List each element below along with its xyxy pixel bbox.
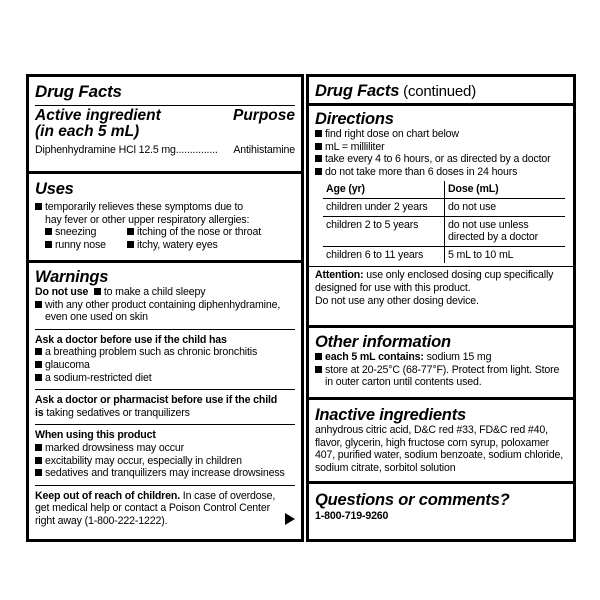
table-cell-dose: 5 mL to 10 mL xyxy=(448,248,514,261)
symptom-row-2 xyxy=(35,239,295,252)
do-not-use-item-2-cont: even one used on skin xyxy=(45,311,148,324)
symptom-watery-eyes: itchy, watery eyes xyxy=(127,239,218,252)
other-information-section xyxy=(309,328,573,400)
keep-out-text-2: get medical help or contact a Poison Control Center xyxy=(35,502,270,515)
do-not-use-item-2: with any other product containing diphenhydramine, xyxy=(35,299,295,312)
ingredient-purpose: Antihistamine xyxy=(233,144,295,156)
directions-item: take every 4 to 6 hours, or as directed by a doctor xyxy=(315,153,567,166)
attention-text: Attention: use only enclosed dosing cup specifically designed for use with this product. xyxy=(315,269,554,294)
when-using-heading: When using this product xyxy=(35,429,156,442)
table-cell-age: children 2 to 5 years xyxy=(323,216,445,246)
ask-pharmacist-block xyxy=(35,389,295,419)
directions-item: mL = milliliter xyxy=(315,141,567,154)
directions-item: find right dose on chart below xyxy=(315,128,567,141)
attention-block xyxy=(309,266,573,307)
table-row xyxy=(323,198,565,216)
inactive-ingredients-section xyxy=(309,400,573,484)
table-cell-dose: do not use unless directed by a doctor xyxy=(445,216,566,246)
continue-arrow-icon xyxy=(285,513,295,525)
keep-out-text: Keep out of reach of children. In case of overdose, xyxy=(35,489,276,502)
when-using-item: marked drowsiness may occur xyxy=(35,442,295,455)
table-row xyxy=(323,246,565,263)
do-not-use-item-1: to make a child sleepy xyxy=(94,286,206,299)
symptom-sneezing: sneezing xyxy=(45,226,96,239)
do-not-use-row: Do not use to make a child sleepy xyxy=(35,286,206,298)
active-ingredient-section xyxy=(29,77,301,174)
ask-pharmacist-heading: Ask a doctor or pharmacist before use if the child xyxy=(35,394,278,407)
uses-heading: Uses xyxy=(35,180,74,198)
keep-out-text-3: right away (1-800-222-1222). xyxy=(35,514,168,527)
drug-facts-left-panel xyxy=(26,74,304,542)
ingredient-name: Diphenhydramine HCl 12.5 mg............... xyxy=(35,144,218,156)
table-cell-age: children under 2 years xyxy=(323,198,445,216)
questions-phone: 1-800-719-9260 xyxy=(315,510,389,522)
ask-doctor-item: a sodium-restricted diet xyxy=(35,372,295,385)
ask-pharmacist-text: is taking sedatives or tranquilizers xyxy=(35,406,190,419)
ask-doctor-heading: Ask a doctor before use if the child has xyxy=(35,333,227,346)
keep-out-block xyxy=(35,485,295,528)
other-information-heading: Other information xyxy=(315,333,451,351)
symptom-runny-nose: runny nose xyxy=(45,239,106,252)
drug-facts-continued-title: Drug Facts (continued) xyxy=(315,82,476,100)
table-cell-age: children 6 to 11 years xyxy=(323,246,445,263)
continued-title-section xyxy=(309,77,573,106)
active-ingredient-heading: Active ingredient xyxy=(35,107,161,124)
uses-section xyxy=(29,174,301,263)
when-using-block xyxy=(35,424,295,479)
when-using-item: sedatives and tranquilizers may increase drowsiness xyxy=(35,467,295,480)
uses-intro-cont: hay fever or other upper respiratory allergies: xyxy=(45,213,250,226)
symptom-row-1 xyxy=(35,226,295,239)
symptom-itching: itching of the nose or throat xyxy=(127,226,261,239)
inactive-ingredients-text: anhydrous citric acid, D&C red #33, FD&C red #40, flavor, glycerin, high fructose corn syrup, poloxamer 407, purified water, sodium benzoate, sodium chloride, sodium citrate, sorbitol solution xyxy=(315,424,564,474)
sodium-content: each 5 mL contains: sodium 15 mg xyxy=(315,351,567,364)
table-header-row xyxy=(323,181,565,198)
ask-doctor-item: a breathing problem such as chronic bronchitis xyxy=(35,346,295,359)
inactive-ingredients-heading: Inactive ingredients xyxy=(315,406,466,424)
directions-section xyxy=(309,106,573,328)
directions-heading: Directions xyxy=(315,110,394,128)
dosage-table xyxy=(323,181,565,263)
ask-doctor-block xyxy=(35,329,295,384)
table-header-dose: Dose (mL) xyxy=(445,181,566,198)
warnings-heading: Warnings xyxy=(35,268,109,286)
questions-heading: Questions or comments? xyxy=(315,491,510,509)
purpose-heading: Purpose xyxy=(232,107,295,124)
active-ingredient-subheading: (in each 5 mL) xyxy=(35,123,140,140)
ingredient-row xyxy=(35,144,295,157)
drug-facts-right-panel xyxy=(306,74,576,542)
drug-facts-title: Drug Facts xyxy=(35,82,122,101)
directions-item: do not take more than 6 doses in 24 hours xyxy=(315,166,567,179)
questions-section xyxy=(309,484,573,526)
attention-text-2: Do not use any other dosing device. xyxy=(315,294,479,307)
table-header-age: Age (yr) xyxy=(323,181,445,198)
storage-info: store at 20-25°C (68-77°F). Protect from light. Store in outer carton until contents used. xyxy=(315,364,567,389)
table-cell-dose: do not use xyxy=(445,198,566,216)
warnings-section xyxy=(29,263,301,531)
ask-doctor-item: glaucoma xyxy=(35,359,295,372)
uses-intro: temporarily relieves these symptoms due to xyxy=(35,201,295,214)
when-using-item: excitability may occur, especially in children xyxy=(35,455,295,468)
table-row xyxy=(323,216,565,246)
